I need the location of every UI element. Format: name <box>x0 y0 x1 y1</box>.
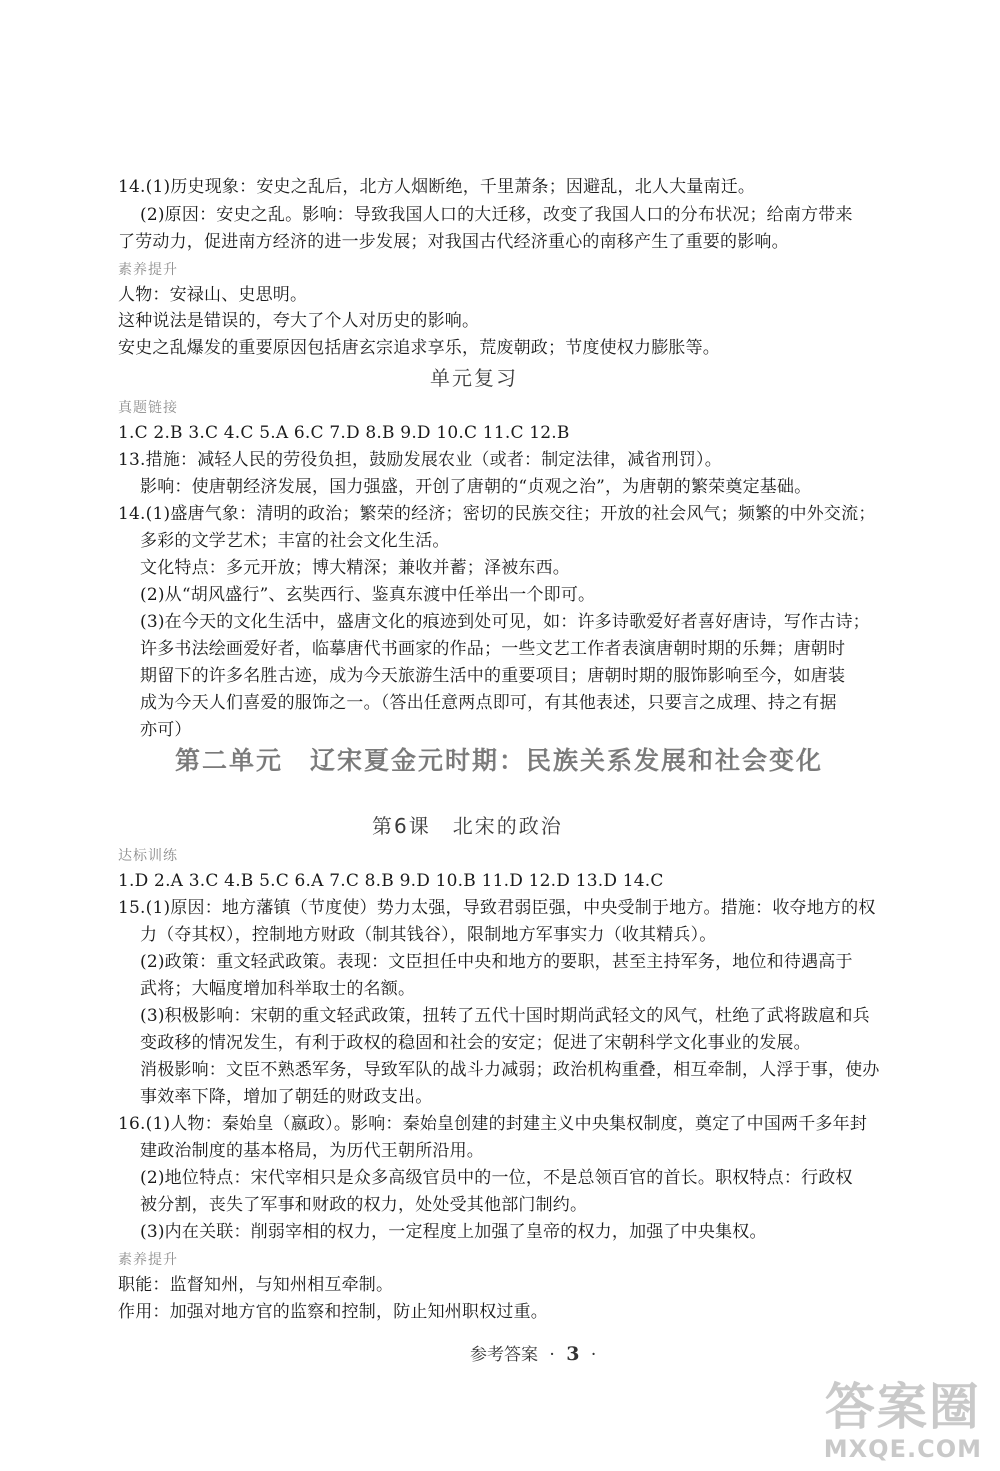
review-q14-line-3: 文化特点：多元开放；博大精深；兼收并蓄；泽被东西。 <box>140 558 570 578</box>
review-q14-line-6: 许多书法绘画爱好者，临摹唐代书画家的作品；一些文艺工作者表演唐朝时期的乐舞；唐朝时 <box>140 639 846 659</box>
q15-line-1: 15.(1)原因：地方藩镇（节度使）势力太强，导致君弱臣强，中央受制于地方。措施：收夺地方的权 <box>118 898 876 918</box>
footer-label: 参考答案 <box>470 1345 538 1365</box>
q15-line-2: 力（夺其权），控制地方财政（制其钱谷），限制地方军事实力（收其精兵）。 <box>140 925 717 945</box>
q16-line-1: 16.(1)人物：秦始皇（嬴政）。影响：秦始皇创建的封建主义中央集权制度，奠定了中国两千多年封 <box>118 1114 868 1134</box>
q16-line-4: 被分割，丧失了军事和财政的权力，处处受其他部门制约。 <box>140 1195 588 1215</box>
review-q14-line-5: (3)在今天的文化生活中，盛唐文化的痕迹到处可见，如：许多诗歌爱好者喜好唐诗，写作古诗； <box>140 612 870 632</box>
q15-line-6: 变政移的情况发生，有利于政权的稳固和社会的安定；促进了宋朝科学文化事业的发展。 <box>140 1033 811 1053</box>
section-label-zhenti: 真题链接 <box>118 400 178 416</box>
suyang-line-1: 人物：安禄山、史思明。 <box>118 285 308 305</box>
footer-dot: · <box>549 1345 555 1365</box>
review-q14-line-9: 亦可） <box>140 720 192 740</box>
q16-line-2: 建政治制度的基本格局，为历代王朝所沿用。 <box>140 1141 484 1161</box>
q15-line-7: 消极影响：文臣不熟悉军务，导致军队的战斗力减弱；政治机构重叠，相互牵制，人浮于事，使办 <box>140 1060 880 1080</box>
page-number: 3 <box>566 1343 580 1365</box>
q15-line-8: 事效率下降，增加了朝廷的财政支出。 <box>140 1087 433 1107</box>
review-q14-line-2: 多彩的文学艺术；丰富的社会文化生活。 <box>140 531 450 551</box>
page-footer <box>470 1340 602 1365</box>
q14-line-2: (2)原因：安史之乱。影响：导致我国人口的大迁移，改变了我国人口的分布状况；给南方带来 <box>140 205 853 225</box>
q15-line-5: (3)积极影响：宋朝的重文轻武政策，扭转了五代十国时期尚武轻文的风气，杜绝了武将跋扈和兵 <box>140 1006 870 1026</box>
suyang-line-3: 安史之乱爆发的重要原因包括唐玄宗追求享乐，荒废朝政；节度使权力膨胀等。 <box>118 338 720 358</box>
suyang2-line-2: 作用：加强对地方官的监察和控制，防止知州职权过重。 <box>118 1302 548 1322</box>
review-q14-line-8: 成为今天人们喜爱的服饰之一。（答出任意两点即可，有其他表述，只要言之成理、持之有据 <box>140 693 837 713</box>
section-label-suyang-1: 素养提升 <box>118 262 178 278</box>
mc-answers-review: 1.C 2.B 3.C 4.C 5.A 6.C 7.D 8.B 9.D 10.C 11.C 12.B <box>118 423 570 443</box>
q13-line-1: 13.措施：减轻人民的劳役负担，鼓励发展农业（或者：制定法律，减省刑罚）。 <box>118 450 722 470</box>
mc-answers-lesson6: 1.D 2.A 3.C 4.B 5.C 6.A 7.C 8.B 9.D 10.B 11.D 12.D 13.D 14.C <box>118 871 664 891</box>
review-q14-line-4: (2)从“胡风盛行”、玄奘西行、鉴真东渡中任举出一个即可。 <box>140 585 596 605</box>
footer-dot-2: · <box>590 1345 597 1365</box>
watermark-cn: 答案圈 <box>824 1378 981 1436</box>
suyang-line-2: 这种说法是错误的，夸大了个人对历史的影响。 <box>118 311 480 331</box>
q15-line-4: 武将；大幅度增加科举取士的名额。 <box>140 979 416 999</box>
q14-line-1: 14.(1)历史现象：安史之乱后，北方人烟断绝，千里萧条；因避乱，北人大量南迁。 <box>118 177 756 197</box>
section-label-suyang-2: 素养提升 <box>118 1252 178 1268</box>
review-q14-line-7: 期留下的许多名胜古迹，成为今天旅游生活中的重要项目；唐朝时期的服饰影响至今，如唐装 <box>140 666 846 686</box>
q16-line-3: (2)地位特点：宋代宰相只是众多高级官员中的一位，不是总领百官的首长。职权特点：行政权 <box>140 1168 853 1188</box>
lesson-6-title: 第6课 北宋的政治 <box>372 814 563 838</box>
q13-line-2: 影响：使唐朝经济发展，国力强盛，开创了唐朝的“贞观之治”，为唐朝的繁荣奠定基础。 <box>140 477 812 497</box>
review-q14-line-1: 14.(1)盛唐气象：清明的政治；繁荣的经济；密切的民族交往；开放的社会风气；频繁的中外交流； <box>118 504 876 524</box>
q16-line-5: (3)内在关联：削弱宰相的权力，一定程度上加强了皇帝的权力，加强了中央集权。 <box>140 1222 767 1242</box>
q14-line-3: 了劳动力，促进南方经济的进一步发展；对我国古代经济重心的南移产生了重要的影响。 <box>118 232 789 252</box>
unit-two-title: 第二单元 辽宋夏金元时期：民族关系发展和社会变化 <box>175 746 824 775</box>
suyang2-line-1: 职能：监督知州，与知州相互牵制。 <box>118 1275 394 1295</box>
q15-line-3: (2)政策：重文轻武政策。表现：文臣担任中央和地方的要职，甚至主持军务，地位和待遇高于 <box>140 952 853 972</box>
watermark-en: MXQE.COM <box>823 1435 982 1463</box>
site-watermark <box>824 1379 982 1463</box>
unit-review-title: 单元复习 <box>430 366 518 390</box>
section-label-dabiao: 达标训练 <box>118 848 178 864</box>
